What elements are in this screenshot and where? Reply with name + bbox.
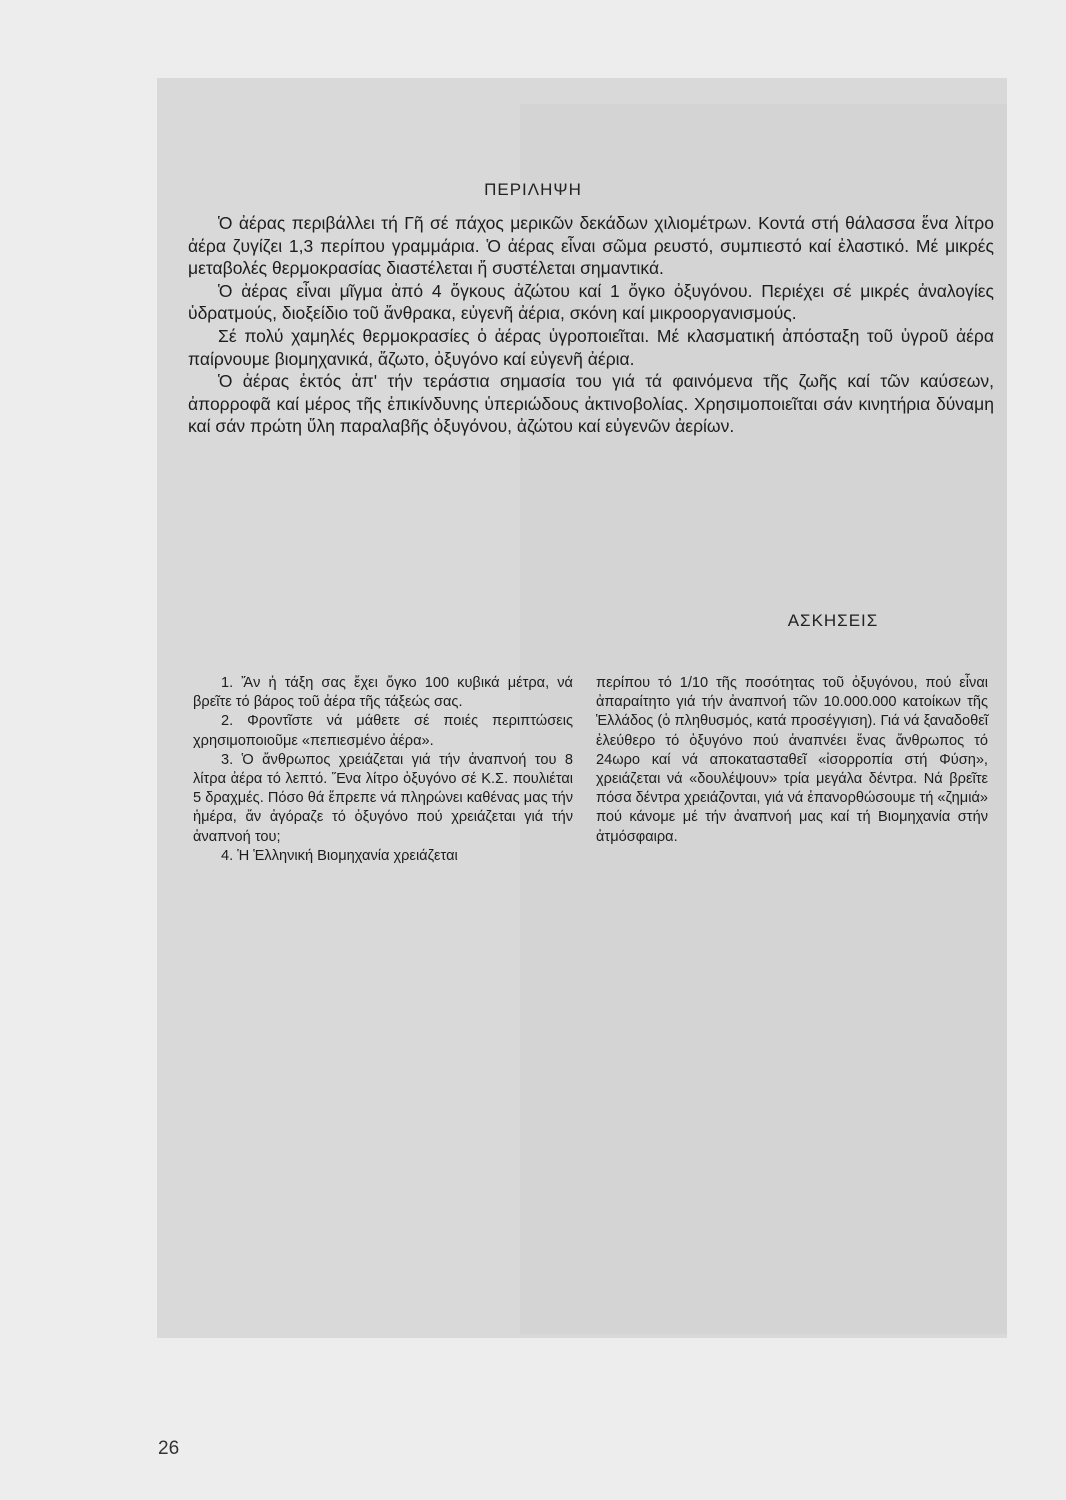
page-number: 26 — [158, 1438, 180, 1459]
summary-title: ΠΕΡΙΛΗΨΗ — [484, 180, 582, 199]
exercises-right-column — [596, 674, 988, 847]
summary-paragraph: Ὁ ἀέρας ἐκτός ἀπ' τήν τεράστια σημασία του γιά τά φαινόμενα τῆς ζωῆς καί τῶν καύσεων, ἀπορροφᾶ καί μέρος τῆς ἐπικίνδυνης ὑπεριώδους ἀκτινοβολίας. Χρησιμοποιεῖται σάν κινητήρια δύναμη καί σάν πρώτη ὕλη παραλαβῆς ὀξυγόνου, ἀζώτου καί εὐγενῶν ἀερίων. — [188, 371, 994, 437]
exercise-item: 4. Ἡ Ἑλληνική Βιομηχανία χρειάζεται — [221, 847, 458, 864]
exercise-item: 2. Φροντῖστε νά μάθετε σέ ποιές περιπτώσεις χρησιμοποιοῦμε «πεπιεσμένο ἀέρα». — [193, 713, 573, 749]
exercise-continuation: περίπου τό 1/10 τῆς ποσότητας τοῦ ὀξυγόνου, πού εἶναι ἀπαραίτητο γιά τήν ἀναπνοή τῶν 10.000.000 κατοίκων τῆς Ἑλλάδος (ὁ πληθυσμός, κατά προσέγγιση). Γιά νά ξαναδοθεῖ ἐλεύθερο τό ὀξυγόνο πού ἀναπνέει ἕνας ἄνθρωπος τό 24ωρο καί νά αποκατασταθεῖ «ἰσορροπία στή Φύση», χρειάζεται νά «δουλέψουν» τρία μεγάλα δέντρα. Νά βρεῖτε πόσα δέντρα χρειάζονται, γιά νά ἐπανορθώσουμε τή «ζημιά» πού κάνομε μέ τήν ἀναπνοή μας καί τή Βιομηχανία στήν ἀτμόσφαιρα. — [596, 675, 988, 845]
summary-text — [188, 212, 994, 438]
summary-paragraph: Ὁ ἀέρας εἶναι μῖγμα ἀπό 4 ὄγκους ἀζώτου καί 1 ὄγκο ὀξυγόνου. Περιέχει σέ μικρές ἀναλογίες ὑδρατμούς, διοξείδιο τοῦ ἄνθρακα, εὐγενῆ ἀέρια, σκόνη καί μικροοργανισμούς. — [188, 280, 994, 324]
summary-paragraph: Ὁ ἀέρας περιβάλλει τή Γῆ σέ πάχος μερικῶν δεκάδων χιλιομέτρων. Κοντά στή θάλασσα ἕνα λίτρο ἀέρα ζυγίζει 1,3 περίπου γραμμάρια. Ὁ ἀέρας εἶναι σῶμα ρευστό, συμπιεστό καί ἐλαστικό. Μέ μικρές μεταβολές θερμοκρασίας διαστέλεται ἤ συστέλεται σημαντικά. — [188, 213, 994, 279]
summary-paragraph: Σέ πολύ χαμηλές θερμοκρασίες ὁ ἀέρας ὑγροποιεῖται. Μέ κλασματική ἀπόσταξη τοῦ ὑγροῦ ἀέρα παίρνουμε βιομηχανικά, ἄζωτο, ὀξυγόνο καί εὐγενῆ ἀέρια. — [188, 325, 994, 369]
exercises-left-column — [193, 674, 573, 866]
exercises-title: ΑΣΚΗΣΕΙΣ — [787, 611, 879, 630]
exercise-item: 1. Ἄν ἡ τάξη σας ἔχει ὄγκο 100 κυβικά μέτρα, νά βρεῖτε τό βάρος τοῦ ἀέρα τῆς τάξεώς σας. — [193, 675, 573, 711]
exercise-item: 3. Ὁ ἄνθρωπος χρειάζεται γιά τήν ἀναπνοή του 8 λίτρα ἀέρα τό λεπτό. Ἕνα λίτρο ὀξυγόνο σέ Κ.Σ. πουλιέται 5 δραχμές. Πόσο θά ἔπρεπε νά πληρώνει καθένας μας τήν ἡμέρα, ἄν ἀγόραζε τό ὀξυγόνο πού χρειάζεται γιά τήν ἀναπνοή του; — [193, 751, 573, 845]
